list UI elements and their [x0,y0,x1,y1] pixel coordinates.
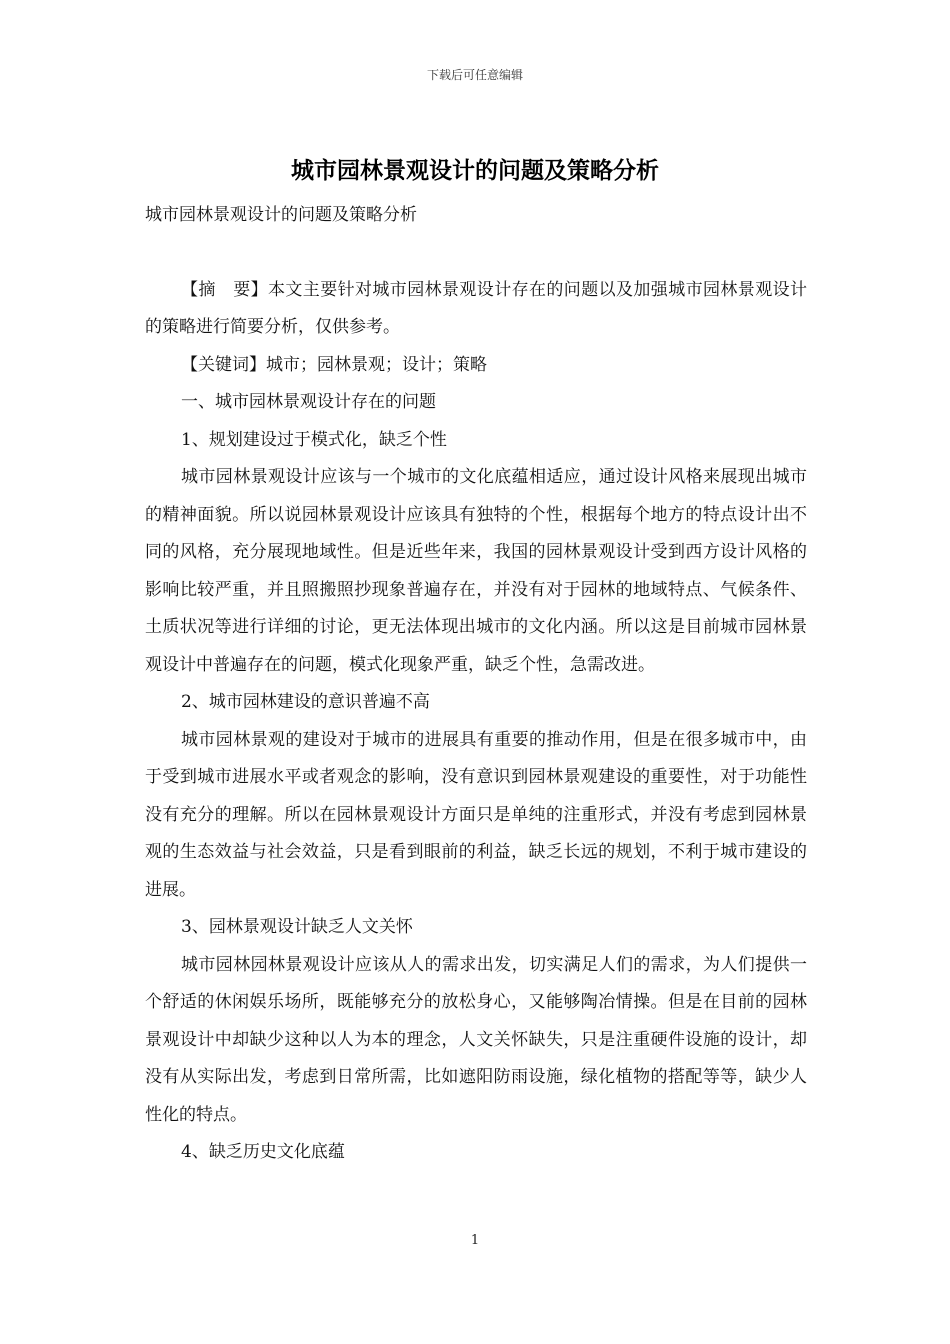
item-heading: 3、园林景观设计缺乏人文关怀 [181,917,413,937]
body-paragraph: 城市园林园林景观设计应该从人的需求出发，切实满足人们的需求，为人们提供一个舒适的休闲娱乐场所，既能够充分的放松身心，又能够陶冶情操。但是在目前的园林景观设计中却缺少这种以人为本的理念，人文关怀缺失，只是注重硬件设施的设计，却没有从实际出发，考虑到日常所需，比如遮阳防雨设施，绿化植物的搭配等等，缺少人性化的特点。 [145,954,807,1125]
blank-line [145,235,807,272]
item-heading: 4、缺乏历史文化底蕴 [181,1142,345,1162]
page-number: 1 [470,1233,480,1248]
body-paragraph: 城市园林景观的建设对于城市的进展具有重要的推动作用，但是在很多城市中，由于受到城市进展水平或者观念的影响，没有意识到园林景观建设的重要性，对于功能性没有充分的理解。所以在园林景观设计方面只是单纯的注重形式，并没有考虑到园林景观的生态效益与社会效益，只是看到眼前的利益，缺乏长远的规划，不利于城市建设的进展。 [145,729,807,900]
body-paragraph: 城市园林景观设计应该与一个城市的文化底蕴相适应，通过设计风格来展现出城市的精神面貌。所以说园林景观设计应该具有独特的个性，根据每个地方的特点设计出不同的风格，充分展现地域性。但是近些年来，我国的园林景观设计受到西方设计风格的影响比较严重，并且照搬照抄现象普遍存在，并没有对于园林的地域特点、气候条件、土质状况等进行详细的讨论，更无法体现出城市的文化内涵。所以这是目前城市园林景观设计中普遍存在的问题，模式化现象严重，缺乏个性，急需改进。 [145,467,807,675]
subtitle: 城市园林景观设计的问题及策略分析 [145,205,417,225]
abstract-paragraph: 【摘 要】本文主要针对城市园林景观设计存在的问题以及加强城市园林景观设计的策略进行简要分析，仅供参考。 [145,279,807,337]
item-heading: 2、城市园林建设的意识普遍不高 [181,692,430,712]
header-note: 下载后可任意编辑 [426,68,523,82]
document-title: 城市园林景观设计的问题及策略分析 [291,157,659,184]
document-body [145,197,807,1172]
section-heading: 一、城市园林景观设计存在的问题 [181,392,436,412]
keywords-line: 【关键词】城市；园林景观；设计；策略 [181,354,487,375]
item-heading: 1、规划建设过于模式化，缺乏个性 [181,429,447,450]
